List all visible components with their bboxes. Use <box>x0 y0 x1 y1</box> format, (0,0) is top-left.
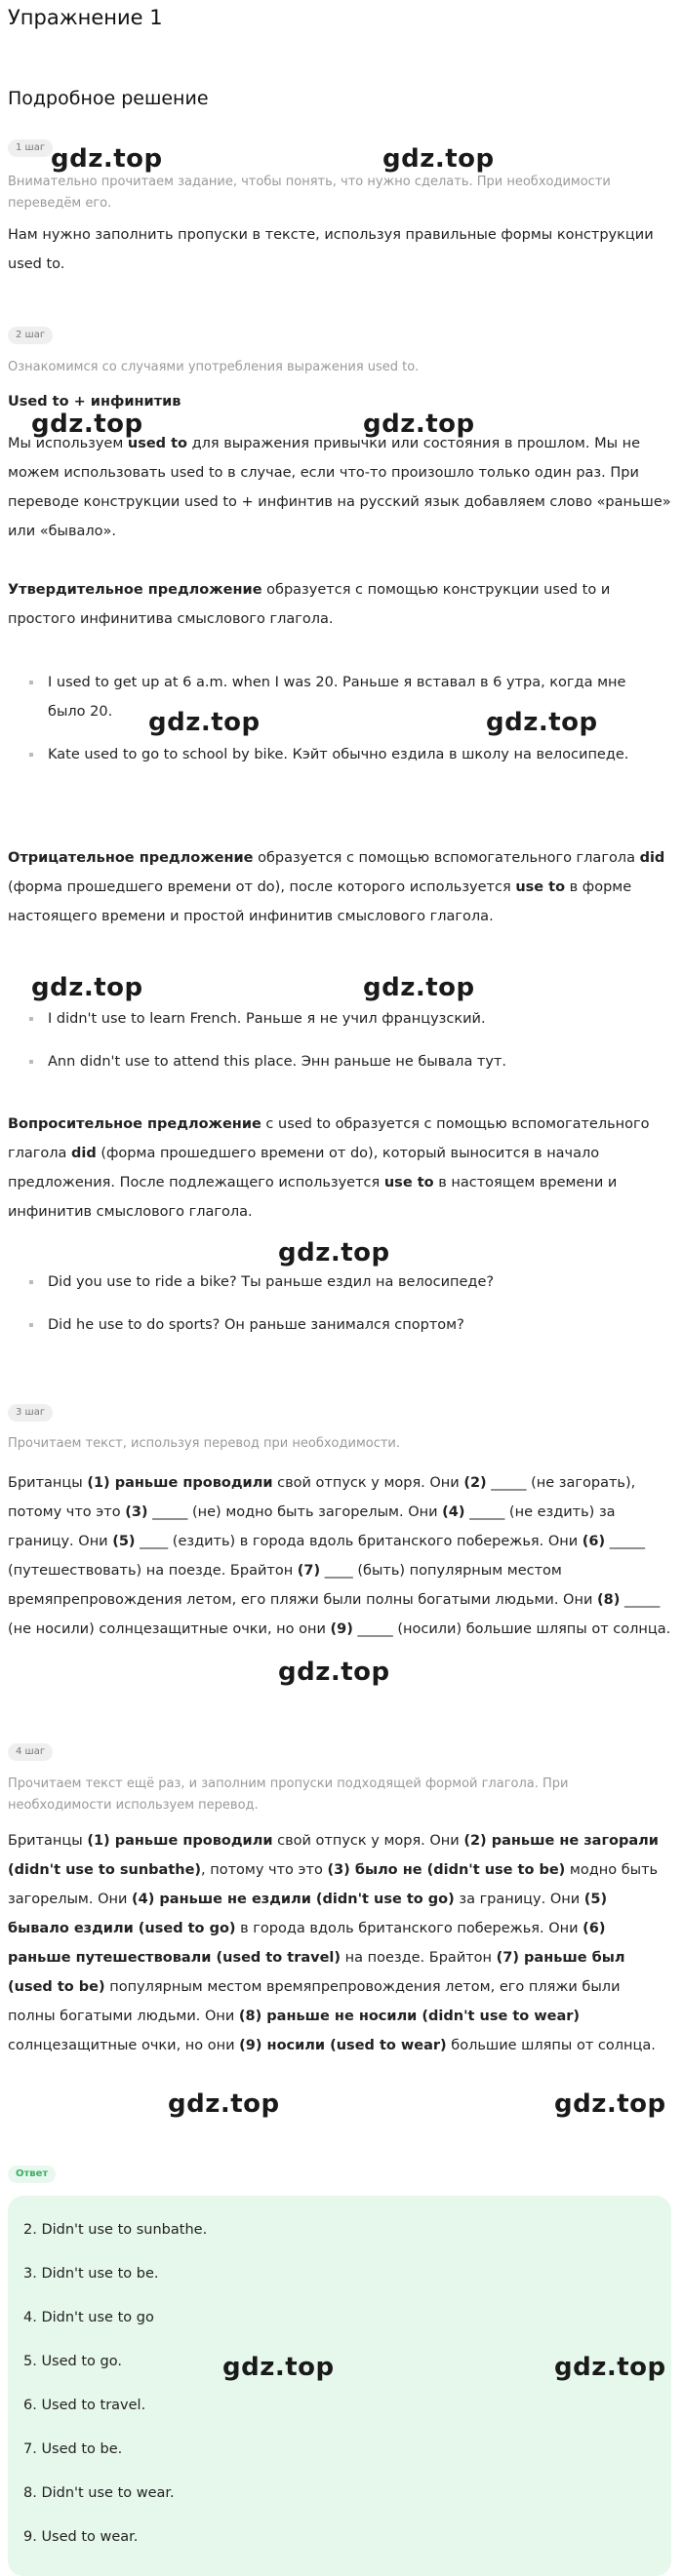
step-1-badge: 1 шаг <box>8 139 53 157</box>
answer-item: 5. Used to go. <box>23 2354 122 2369</box>
watermark: gdz.top <box>168 2089 280 2119</box>
watermark: gdz.top <box>486 708 598 737</box>
watermark: gdz.top <box>31 973 143 1002</box>
section-title: Подробное решение <box>8 88 209 109</box>
answer-item: 2. Didn't use to sunbathe. <box>23 2222 208 2238</box>
watermark: gdz.top <box>148 708 261 737</box>
list-item: Kate used to go to school by bike. Кэйт обычно ездила в школу на велосипеде. <box>8 740 662 769</box>
step-2-badge: 2 шаг <box>8 327 53 344</box>
step-4-text: Британцы (1) раньше проводили свой отпуск у моря. Они (2) раньше не загорали (didn't use to sunbathe), потому что это (3) было не (didn't use to be) модно быть загорелым. Они (4) раньше не ездили (didn't use to go) за границу. Они (5) бывало ездили (used to go) в города вдоль британского побережья. Они (6) раньше путешествовали (used to travel) на поезде. Брайтон (7) раньше был (used to be) популярным местом времяпрепровождения летом, его пляжи были полны богатыми людьми. Они (8) раньше не носили (didn't use to wear) солнцезащитные очки, но они (9) носили (used to wear) большие шляпы от солнца. <box>8 1833 659 2053</box>
step-1-hint: Внимательно прочитаем задание, чтобы понять, что нужно сделать. При необходимости переведём его. <box>8 175 611 211</box>
list-item: Ann didn't use to attend this place. Энн раньше не бывала тут. <box>8 1047 662 1076</box>
watermark: gdz.top <box>363 973 475 1002</box>
page-title: Упражнение 1 <box>8 6 163 29</box>
watermark: gdz.top <box>382 144 495 174</box>
watermark: gdz.top <box>222 2353 335 2382</box>
answer-item: 7. Used to be. <box>23 2441 123 2457</box>
step-1-text: Нам нужно заполнить пропуски в тексте, используя правильные формы конструкции used to. <box>8 227 654 272</box>
list-item: Did he use to do sports? Он раньше занимался спортом? <box>8 1310 662 1340</box>
negative-examples <box>8 1004 662 1090</box>
step-2-hint: Ознакомимся со случаями употребления выражения used to. <box>8 360 420 374</box>
answer-item: 9. Used to wear. <box>23 2529 139 2545</box>
step-4-badge: 4 шаг <box>8 1743 53 1761</box>
question-examples <box>8 1268 662 1353</box>
list-item: I didn't use to learn French. Раньше я не учил французский. <box>8 1004 662 1034</box>
affirmative-rule: Утвердительное предложение образуется с помощью конструкции used to и простого инфинитива смыслового глагола. <box>8 582 611 627</box>
watermark: gdz.top <box>554 2089 666 2119</box>
step-3-text: Британцы (1) раньше проводили свой отпуск у моря. Они (2) _____ (не загорать), потому что это (3) _____ (не) модно быть загорелым. Они (4) _____ (не ездить) за границу. Они (5) ____ (ездить) в города вдоль британского побережья. Они (6) _____ (путешествовать) на поезде. Брайтон (7) ____ (быть) популярным местом времяпрепровождения летом, его пляжи были полны богатыми людьми. Они (8) _____ (не носили) солнцезащитные очки, но они (9) _____ (носили) большие шляпы от солнца. <box>8 1475 671 1637</box>
step-4-hint: Прочитаем текст ещё раз, и заполним пропуски подходящей формой глагола. При необходимости используем перевод. <box>8 1776 569 1813</box>
watermark: gdz.top <box>278 1658 390 1687</box>
answer-item: 6. Used to travel. <box>23 2398 146 2413</box>
watermark: gdz.top <box>51 144 163 174</box>
step-2-heading: Used to + инфинитив <box>8 394 181 410</box>
list-item: Did you use to ride a bike? Ты раньше ездил на велосипеде? <box>8 1268 662 1297</box>
watermark: gdz.top <box>31 410 143 439</box>
list-item: I used to get up at 6 a.m. when I was 20. Раньше я вставал в 6 утра, когда мне было 20. <box>8 668 662 726</box>
answer-list <box>23 2220 207 2571</box>
question-rule: Вопросительное предложение с used to образуется с помощью вспомогательного глагола did (форма прошедшего времени от do), который выносится в начало предложения. После подлежащего используется use to в настоящем времени и инфинитив смыслового глагола. <box>8 1116 650 1220</box>
answer-badge: Ответ <box>8 2166 56 2183</box>
negative-rule: Отрицательное предложение образуется с помощью вспомогательного глагола did (форма прошедшего времени от do), после которого используется use to в форме настоящего времени и простой инфинитив смыслового глагола. <box>8 850 665 924</box>
watermark: gdz.top <box>363 410 475 439</box>
watermark: gdz.top <box>554 2353 666 2382</box>
answer-item: 8. Didn't use to wear. <box>23 2485 175 2501</box>
answer-item: 4. Didn't use to go <box>23 2310 154 2325</box>
step-3-badge: 3 шаг <box>8 1404 53 1422</box>
step-2-intro: Мы используем used to для выражения привычки или состояния в прошлом. Мы не можем использовать used to в случае, если что-то произошло только один раз. При переводе конструкции used to + инфинтив на русский язык добавляем слово «раньше» или «бывало». <box>8 436 671 539</box>
answer-item: 3. Didn't use to be. <box>23 2266 159 2282</box>
watermark: gdz.top <box>278 1238 390 1268</box>
step-3-hint: Прочитаем текст, используя перевод при необходимости. <box>8 1436 401 1451</box>
